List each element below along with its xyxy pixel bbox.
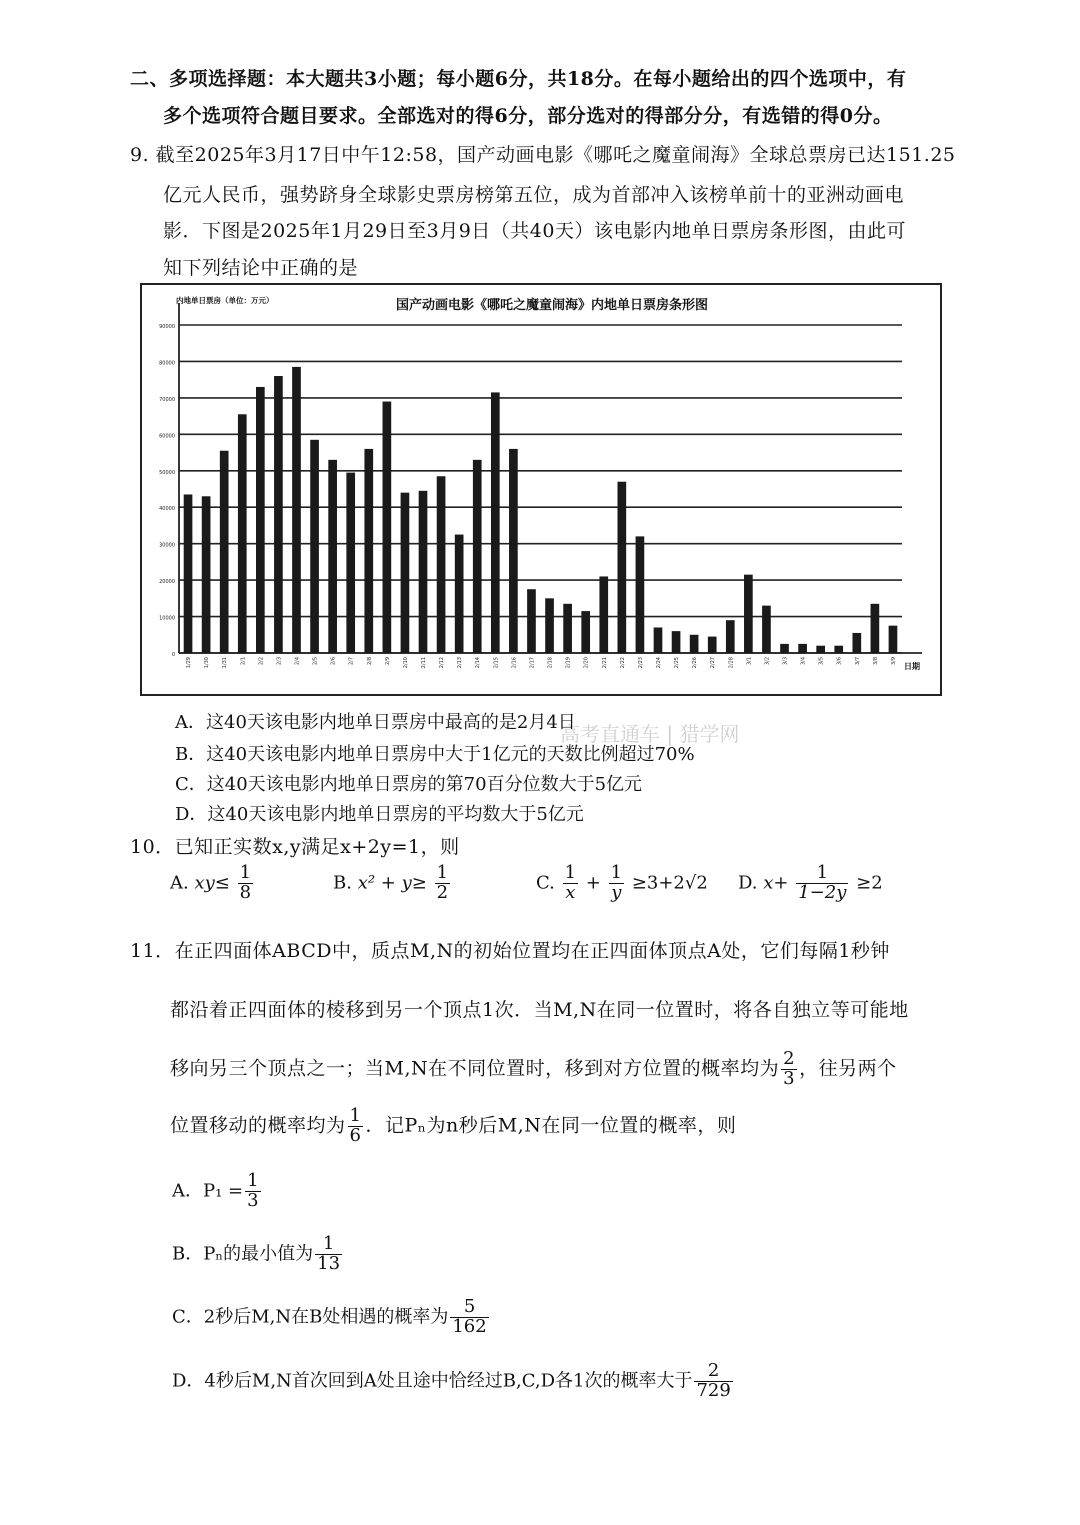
q10-c-fraction1: [563, 864, 578, 903]
x-tick-label: 2/4: [294, 657, 301, 666]
x-tick-label: 2/21: [601, 657, 608, 669]
q11-line3-post: ，往另两个: [799, 1057, 897, 1080]
y-tick-label: 20000: [159, 579, 175, 586]
q11-b-den: 13: [317, 1252, 341, 1274]
q10-b-label: B.: [333, 872, 352, 894]
bar: [852, 633, 861, 653]
q9-option-d: D．这40天该电影内地单日票房的平均数大于5亿元: [175, 804, 584, 825]
x-tick-label: 1/29: [186, 657, 193, 669]
q9-stem-line2: 亿元人民币，强势跻身全球影史票房榜第五位，成为首部冲入该榜单前十的亚洲动画电: [163, 184, 905, 206]
x-tick-label: 2/16: [511, 657, 518, 669]
q10-c-num1: 1: [564, 862, 577, 883]
x-tick-label: 2/19: [565, 657, 572, 669]
q11-stem-line4: [170, 1107, 736, 1146]
x-tick-label: 2/20: [583, 657, 590, 669]
x-tick-label: 1/30: [204, 657, 211, 669]
q10-c-rest: ≥3+2√2: [631, 872, 708, 894]
q11-stem-line3: [170, 1050, 897, 1089]
bar: [202, 496, 211, 653]
q10-a-num: 1: [239, 862, 252, 883]
x-tick-label: 2/8: [366, 657, 373, 666]
q10-b-den: 2: [436, 881, 449, 903]
q11-option-a: [172, 1172, 263, 1211]
bar: [581, 611, 590, 653]
x-tick-label: 3/1: [746, 657, 753, 666]
bar: [473, 460, 482, 653]
q11-line4-post: ．记Pₙ为n秒后M,N在同一位置的概率，则: [365, 1114, 737, 1137]
x-tick-label: 3/7: [854, 657, 861, 666]
q10-a-fraction: [238, 864, 253, 903]
x-tick-label: 2/12: [439, 657, 446, 669]
q11-c-den: 162: [452, 1315, 487, 1337]
bar: [816, 646, 825, 653]
bar: [274, 376, 283, 653]
bar: [617, 482, 626, 653]
bar: [871, 604, 880, 653]
bar: [383, 402, 392, 653]
q11-d-fraction: [694, 1362, 732, 1401]
section-header-line2: 多个选项符合题目要求。全部选对的得6分，部分选对的得部分分，有选错的得0分。: [163, 105, 893, 127]
q10-d-rest: ≥2: [856, 872, 883, 894]
q11-option-d: [172, 1362, 735, 1401]
q10-a-expr: xy≤: [194, 872, 230, 894]
bar: [744, 575, 753, 653]
q10-a-den: 8: [239, 881, 252, 903]
q9-stem-line1: 9. 截至2025年3月17日中午12:58，国产动画电影《哪吒之魔童闹海》全球总票房已达151.25: [130, 144, 956, 166]
q11-d-den: 729: [696, 1379, 731, 1401]
bar: [762, 606, 771, 653]
bar: [690, 635, 699, 653]
x-tick-label: 2/11: [421, 657, 428, 669]
x-tick-label: 2/28: [728, 657, 735, 669]
q9-option-c: C．这40天该电影内地单日票房的第70百分位数大于5亿元: [175, 774, 643, 795]
q10-b-num: 1: [436, 862, 449, 883]
bar: [310, 440, 319, 653]
q11-line4-fraction: [348, 1107, 364, 1146]
q10-option-b: [333, 864, 452, 903]
bar: [256, 387, 265, 653]
bar: [292, 367, 301, 653]
x-tick-label: 3/4: [800, 657, 807, 666]
q10-b-fraction: [435, 864, 450, 903]
q10-option-d: [738, 864, 883, 903]
q11-line3-pre: 移向另三个顶点之一；当M,N在不同位置时，移到对方位置的概率均为: [170, 1057, 780, 1080]
x-tick-label: 2/3: [276, 657, 283, 666]
x-tick-label: 2/26: [692, 657, 699, 669]
bar: [184, 494, 193, 653]
q9-option-a: A．这40天该电影内地单日票房中最高的是2月4日: [175, 712, 576, 733]
bar: [545, 598, 554, 653]
bar: [401, 493, 410, 653]
x-tick-label: 2/23: [637, 657, 644, 669]
y-tick-label: 40000: [159, 506, 175, 513]
box-office-chart: [140, 283, 942, 696]
q11-line4-den: 6: [349, 1124, 362, 1146]
q10-c-den1: x: [565, 881, 576, 903]
q9-stem-line4: 知下列结论中正确的是: [163, 257, 359, 279]
q11-b-fraction: [315, 1235, 342, 1274]
x-tick-label: 2/5: [312, 657, 319, 666]
x-tick-label: 2/14: [475, 657, 482, 669]
x-tick-label: 2/2: [258, 657, 265, 666]
q11-a-fraction: [245, 1172, 260, 1211]
chart-title: 国产动画电影《哪吒之魔童闹海》内地单日票房条形图: [395, 298, 709, 313]
watermark: 高考直通车 | 猎学网: [560, 722, 740, 746]
x-tick-label: 2/1: [240, 657, 247, 666]
q11-c-fraction: [450, 1298, 488, 1337]
q10-c-plus: +: [585, 872, 601, 894]
q11-c-num: 5: [450, 1298, 488, 1318]
y-tick-label: 30000: [159, 542, 175, 549]
bar: [220, 451, 229, 653]
x-axis-label: 日期: [904, 662, 920, 671]
x-tick-label: 3/8: [872, 657, 879, 666]
q11-stem-line1: 11．在正四面体ABCD中，质点M,N的初始位置均在正四面体顶点A处，它们每隔1秒钟: [130, 940, 890, 962]
q10-c-fraction2: [609, 864, 624, 903]
bar: [455, 535, 464, 653]
bar: [419, 491, 428, 653]
q11-line4-pre: 位置移动的概率均为: [170, 1114, 346, 1137]
bar: [708, 637, 717, 653]
bar: [654, 627, 663, 653]
bar: [672, 631, 681, 653]
y-tick-label: 50000: [159, 469, 175, 476]
q10-b-expr: x² + y≥: [357, 872, 427, 894]
x-tick-label: 3/2: [764, 657, 771, 666]
x-tick-label: 2/22: [619, 657, 626, 669]
x-tick-label: 2/13: [457, 657, 464, 669]
bar: [437, 476, 446, 653]
y-tick-label: 80000: [159, 360, 175, 367]
x-tick-label: 3/3: [782, 657, 789, 666]
q11-a-pre: A．P₁ =: [172, 1180, 244, 1202]
q10-option-c: [536, 864, 708, 903]
bar: [563, 604, 572, 653]
q11-line4-num: 1: [349, 1105, 362, 1126]
q10-a-label: A.: [170, 872, 189, 894]
bar: [636, 536, 645, 653]
chart-canvas: [142, 285, 940, 694]
bar: [798, 644, 807, 653]
q10-d-num: 1: [796, 864, 848, 884]
x-tick-label: 2/10: [402, 657, 409, 669]
x-tick-label: 3/6: [836, 657, 843, 666]
bar: [726, 620, 735, 653]
bar: [491, 392, 500, 653]
q11-a-num: 1: [247, 1170, 259, 1191]
q10-c-num2: 1: [610, 862, 623, 883]
bar: [780, 644, 789, 653]
x-tick-label: 2/27: [710, 657, 717, 669]
y-tick-label: 70000: [159, 396, 175, 403]
bar: [346, 473, 355, 653]
q10-d-fraction: [796, 864, 848, 903]
x-tick-label: 2/6: [330, 657, 337, 666]
q9-option-b: B．这40天该电影内地单日票房中大于1亿元的天数比例超过70%: [175, 744, 695, 765]
q9-stem-line3: 影．下图是2025年1月29日至3月9日（共40天）该电影内地单日票房条形图，由此可: [163, 220, 906, 242]
q10-d-label: D.: [738, 872, 758, 894]
x-tick-label: 2/24: [655, 657, 662, 669]
q10-option-a: [170, 864, 255, 903]
q11-c-pre: C．2秒后M,N在B处相遇的概率为: [172, 1306, 449, 1328]
q11-d-pre: D．4秒后M,N首次回到A处且途中恰经过B,C,D各1次的概率大于: [172, 1370, 693, 1392]
bar: [834, 646, 843, 653]
bar: [889, 626, 898, 653]
q11-b-num: 1: [315, 1235, 342, 1255]
x-tick-label: 2/18: [547, 657, 554, 669]
q10-c-label: C.: [536, 872, 555, 894]
q11-d-num: 2: [694, 1362, 732, 1382]
q11-b-pre: B．Pₙ的最小值为: [172, 1243, 314, 1265]
q11-stem-line2: 都沿着正四面体的棱移到另一个顶点1次．当M,N在同一位置时，将各自独立等可能地: [170, 999, 909, 1021]
q10-c-den2: y: [611, 881, 622, 903]
bar: [599, 576, 608, 653]
q10-stem: 10．已知正实数x,y满足x+2y=1，则: [130, 836, 460, 858]
q11-line3-num: 2: [783, 1048, 796, 1069]
bar: [328, 460, 337, 653]
x-tick-label: 2/15: [493, 657, 500, 669]
x-tick-label: 2/17: [529, 657, 536, 669]
bar: [509, 449, 518, 653]
q11-option-c: [172, 1298, 491, 1337]
bar: [238, 414, 247, 653]
section-header-line1: 二、多项选择题：本大题共3小题；每小题6分，共18分。在每小题给出的四个选项中，有: [130, 68, 907, 90]
x-tick-label: 2/7: [348, 657, 355, 666]
q10-d-den: 1−2y: [798, 881, 847, 903]
q10-d-expr: x+: [763, 872, 789, 894]
y-tick-label: 60000: [159, 433, 175, 440]
bar: [527, 589, 536, 653]
x-tick-label: 2/25: [674, 657, 681, 669]
y-tick-label: 90000: [159, 324, 175, 330]
q11-a-den: 3: [247, 1189, 259, 1211]
q11-line3-den: 3: [783, 1067, 796, 1089]
x-tick-label: 1/31: [222, 657, 229, 669]
y-tick-label: 10000: [159, 615, 175, 622]
y-tick-label: 0: [171, 652, 175, 658]
x-tick-label: 2/9: [384, 657, 391, 666]
q11-option-b: [172, 1235, 344, 1274]
y-axis-label: 内地单日票房（单位：万元）: [176, 296, 274, 305]
bar: [364, 449, 373, 653]
x-tick-label: 3/5: [818, 657, 825, 666]
x-tick-label: 3/9: [890, 657, 897, 666]
q11-line3-fraction: [781, 1050, 797, 1089]
